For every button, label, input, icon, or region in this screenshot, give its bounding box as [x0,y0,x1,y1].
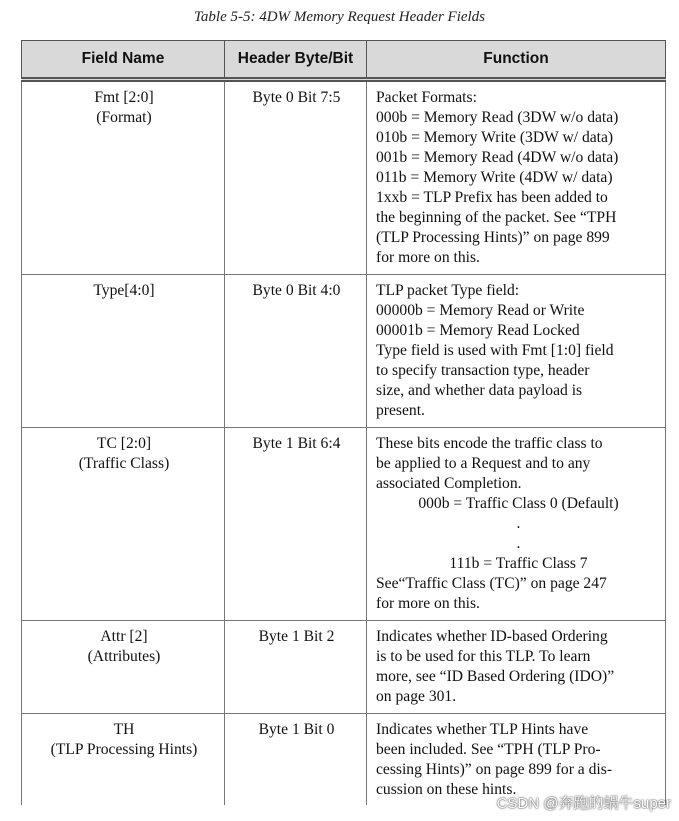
watermark: CSDN @奔跑的蜗牛super [496,795,671,812]
table-header-row [22,41,666,80]
field-name-line: Attr [2] [100,628,148,645]
field-name-cell [22,621,225,714]
function-line: Indicates whether TLP Hints have [376,721,589,738]
function-line: 000b = Memory Read (3DW w/o data) [376,109,619,126]
table-row [22,621,666,714]
function-line: 1xxb = TLP Prefix has been added to [376,189,608,206]
field-name-line: Type[4:0] [93,282,155,299]
function-line: more, see “ID Based Ordering (IDO)” [376,668,615,685]
function-line: . [516,515,521,532]
field-name-line: TH [113,721,135,738]
function-line: See“Traffic Class (TC)” on page 247 [376,575,607,592]
function-line: is to be used for this TLP. To learn [376,648,591,665]
function-line: TLP packet Type field: [376,282,520,299]
field-name-cell [22,428,225,621]
function-cell [367,428,666,621]
function-line: 001b = Memory Read (4DW w/o data) [376,149,619,166]
field-name-line: Fmt [2:0] [94,89,154,106]
function-cell [367,275,666,428]
function-line: for more on this. [376,249,480,266]
field-name-cell [22,275,225,428]
function-line: 111b = Traffic Class 7 [449,555,588,572]
byte-bit-cell: Byte 0 Bit 4:0 [225,275,367,428]
column-header-byte-bit: Header Byte/Bit [225,41,367,80]
function-line: cessing Hints)” on page 899 for a dis- [376,761,613,778]
column-header-field-name: Field Name [22,41,225,80]
function-line: (TLP Processing Hints)” on page 899 [376,229,610,246]
function-line: Type field is used with Fmt [1:0] field [376,342,614,359]
field-name-line: (Format) [96,109,152,126]
function-line: Indicates whether ID-based Ordering [376,628,608,645]
function-cell [367,621,666,714]
function-line: 00000b = Memory Read or Write [376,302,585,319]
function-line: associated Completion. [376,475,522,492]
function-line: 00001b = Memory Read Locked [376,322,580,339]
field-name-line: TC [2:0] [96,435,152,452]
field-name-cell [22,80,225,275]
function-line: 011b = Memory Write (4DW w/ data) [376,169,613,186]
function-line: 010b = Memory Write (3DW w/ data) [376,129,614,146]
function-line: on page 301. [376,688,457,705]
byte-bit-cell: Byte 0 Bit 7:5 [225,80,367,275]
function-cell [367,80,666,275]
byte-bit-cell: Byte 1 Bit 6:4 [225,428,367,621]
column-header-function: Function [367,41,666,80]
function-line: These bits encode the traffic class to [376,435,603,452]
table-caption: Table 5-5: 4DW Memory Request Header Fields [193,9,486,25]
function-line: cussion on these hints. [376,781,517,798]
field-name-line: (Traffic Class) [78,455,170,472]
function-line: be applied to a Request and to any [376,455,591,472]
function-line: present. [376,402,425,419]
field-name-line: (TLP Processing Hints) [50,741,198,758]
table-row [22,428,666,621]
function-line: size, and whether data payload is [376,382,583,399]
function-line: to specify transaction type, header [376,362,590,379]
header-fields-table [21,40,666,807]
byte-bit-cell: Byte 1 Bit 0 [225,714,367,807]
field-name-cell [22,714,225,807]
table-row [22,80,666,275]
field-name-line: (Attributes) [87,648,161,665]
byte-bit-cell: Byte 1 Bit 2 [225,621,367,714]
function-line: been included. See “TPH (TLP Pro- [376,741,601,758]
function-line: . [516,535,521,552]
function-line: Packet Formats: [376,89,477,106]
table-row [22,275,666,428]
function-line: for more on this. [376,595,480,612]
function-line: 000b = Traffic Class 0 (Default) [418,495,619,512]
function-line: the beginning of the packet. See “TPH [376,209,617,226]
